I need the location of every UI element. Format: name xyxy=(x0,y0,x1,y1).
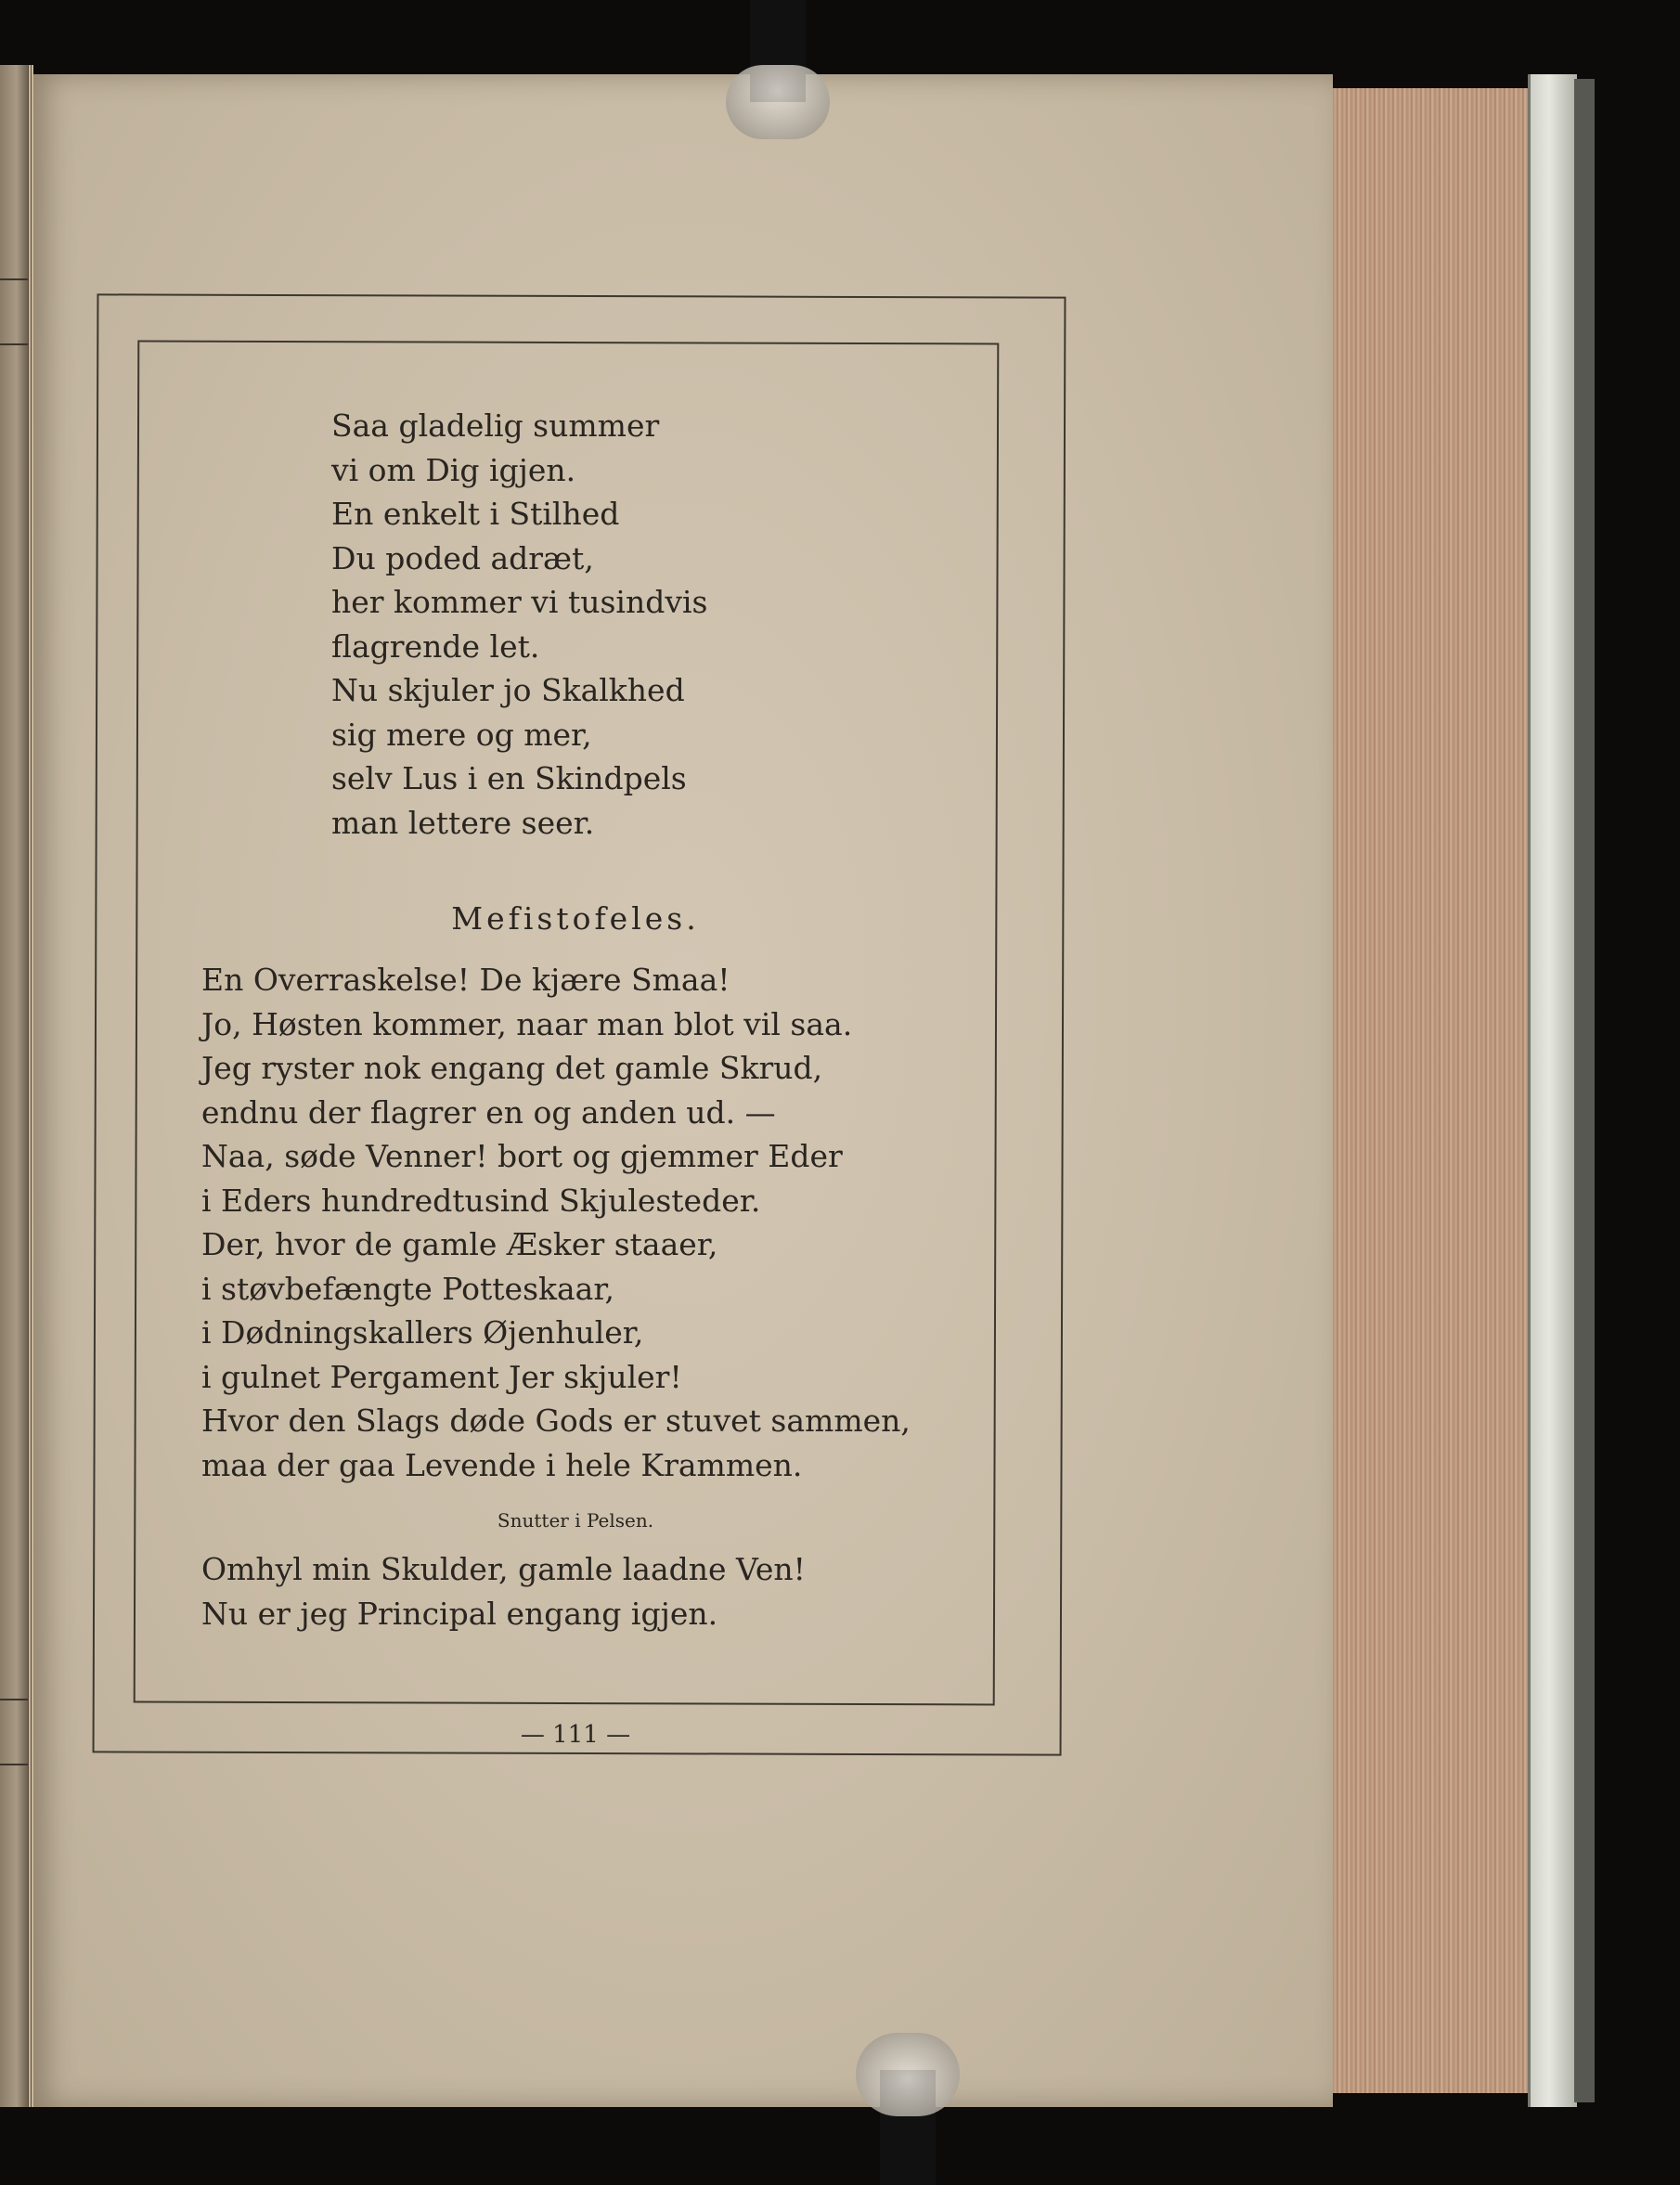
verse-line: sig mere og mer, xyxy=(331,716,592,753)
clip-weight xyxy=(726,65,830,139)
left-page-mark xyxy=(0,278,28,280)
left-page-mark xyxy=(0,1764,28,1765)
speech-line: endnu der flagrer en og anden ud. — xyxy=(201,1093,776,1131)
page-number: — 111 — xyxy=(520,1721,631,1749)
verse-line: flagrende let. xyxy=(331,627,540,665)
left-page-mark xyxy=(0,1699,28,1700)
left-page-mark xyxy=(0,343,28,345)
speaker-heading: Mefistofeles. xyxy=(451,900,700,937)
speech-block-2 xyxy=(201,1547,806,1636)
speech-line: Jeg ryster nok engang det gamle Skrud, xyxy=(201,1050,823,1086)
speech-line: i gulnet Pergament Jer skjuler! xyxy=(201,1358,682,1395)
verse-line: vi om Dig igjen. xyxy=(331,451,576,488)
speech-line: i Eders hundredtusind Skjulesteder. xyxy=(201,1182,761,1219)
bottom-page-clip xyxy=(856,2033,960,2185)
speech-line: En Overraskelse! De kjære Smaa! xyxy=(201,962,730,998)
clip-weight xyxy=(856,2033,960,2116)
verse-line: her kommer vi tusindvis xyxy=(331,584,708,620)
book-cover-shadow xyxy=(1574,79,1595,2102)
speech-line: Nu er jeg Principal engang igjen. xyxy=(201,1595,718,1632)
verse-line: man lettere seer. xyxy=(331,804,595,841)
verse-line: selv Lus i en Skindpels xyxy=(331,760,687,796)
speech-line: Hvor den Slags døde Gods er stuvet sammen, xyxy=(201,1403,911,1439)
verse-block xyxy=(331,404,708,845)
left-page-edge xyxy=(0,65,28,2107)
page-stack-edge xyxy=(1333,88,1528,2093)
verse-line: Nu skjuler jo Skalkhed xyxy=(331,672,685,708)
speech-line: Jo, Høsten kommer, naar man blot vil saa. xyxy=(201,1005,853,1042)
stage-direction: Snutter i Pelsen. xyxy=(497,1509,654,1532)
speech-line: Omhyl min Skulder, gamle laadne Ven! xyxy=(201,1551,806,1587)
verse-line: En enkelt i Stilhed xyxy=(331,496,620,532)
speech-line: Naa, søde Venner! bort og gjemmer Eder xyxy=(201,1138,843,1174)
speech-line: maa der gaa Levende i hele Krammen. xyxy=(201,1446,803,1483)
speech-line: i støvbefængte Potteskaar, xyxy=(201,1270,615,1307)
book-cover-edge xyxy=(1528,74,1577,2107)
speech-line: i Dødningskallers Øjenhuler, xyxy=(201,1314,644,1351)
speech-line: Der, hvor de gamle Æsker staaer, xyxy=(201,1226,718,1262)
verse-line: Saa gladelig summer xyxy=(331,407,660,444)
top-page-clip xyxy=(726,0,830,144)
verse-line: Du poded adræt, xyxy=(331,539,594,576)
speech-block xyxy=(201,958,911,1487)
